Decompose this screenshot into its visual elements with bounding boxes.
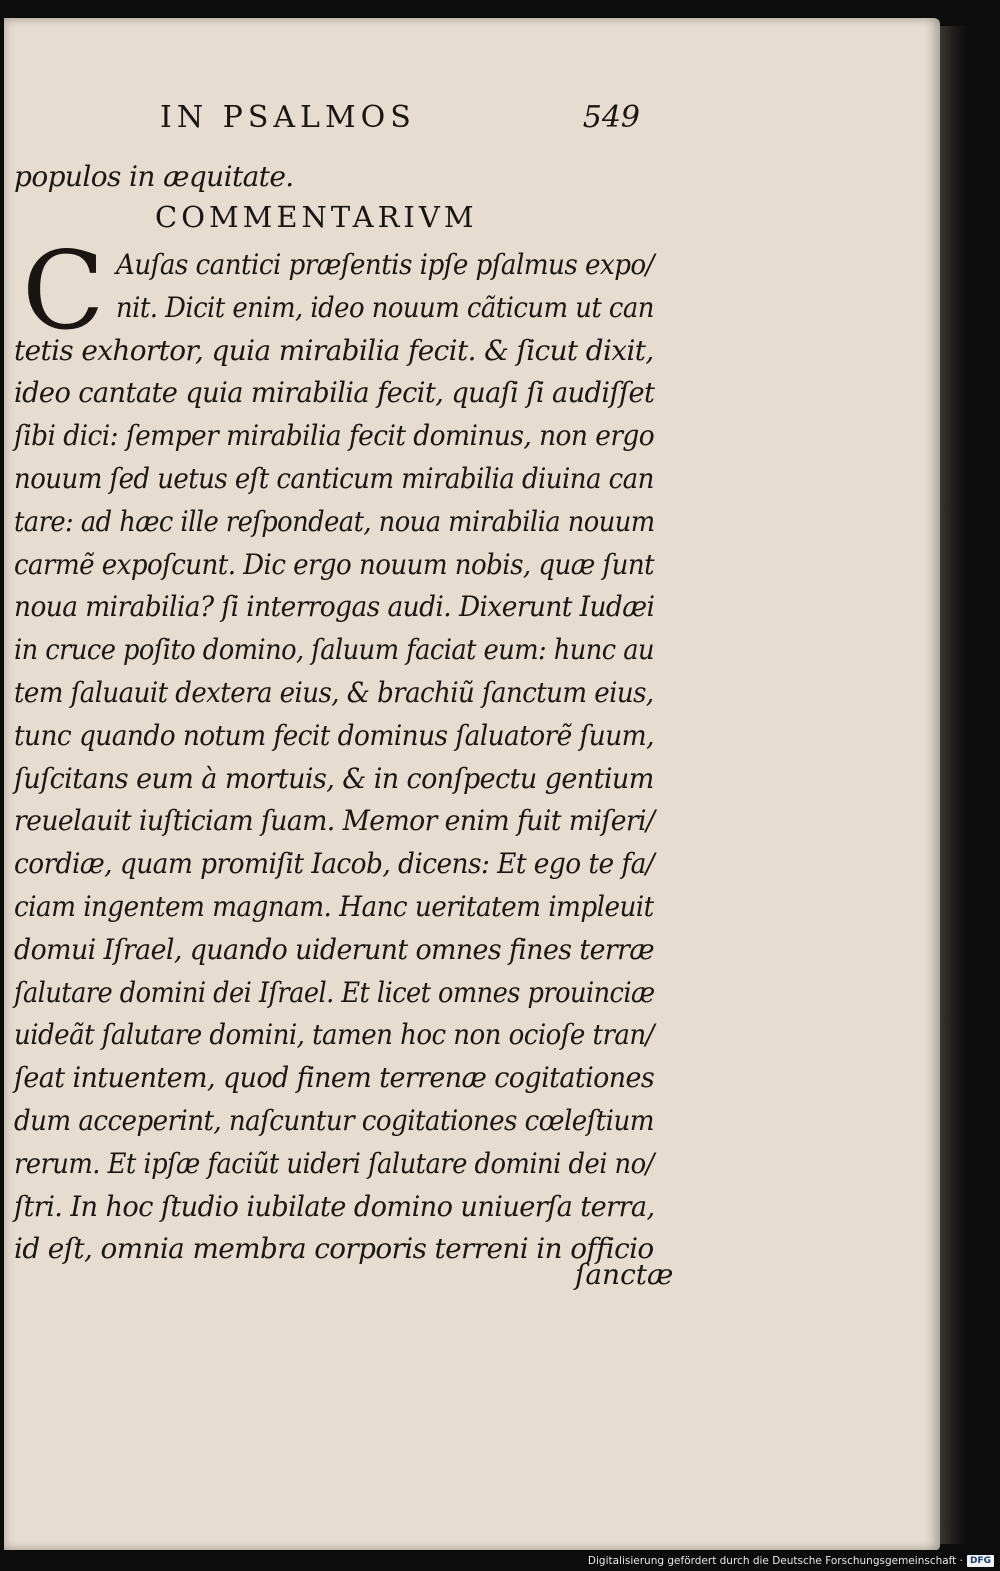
section-heading: COMMENTARIVM — [155, 200, 478, 234]
text-line: tem ſaluauit dextera eius, & brachiũ ſanctum eius, — [14, 676, 654, 709]
text-line: cordiæ, quam promiſit Iacob, dicens: Et ego te fa/ — [14, 847, 655, 881]
text-line: Auſas cantici præſentis ipſe pſalmus expo/ — [116, 248, 654, 281]
page-header — [160, 100, 640, 140]
digitization-credit — [588, 1555, 994, 1567]
text-line: ciam ingentem magnam. Hanc ueritatem impleuit — [14, 890, 654, 923]
text-line: nouum ſed uetus eſt canticum mirabilia diuina can — [14, 462, 654, 495]
text-line: nit. Dicit enim, ideo nouum cãticum ut can — [116, 290, 654, 324]
text-line: tunc quando notum fecit dominus ſaluatorẽ ſuum, — [14, 718, 654, 752]
text-line: ſibi dici: ſemper mirabilia fecit dominus, non ergo — [14, 419, 655, 453]
text-line: ſeat intuentem, quod finem terrenæ cogitationes — [14, 1061, 655, 1095]
page-edge-shadow — [940, 26, 968, 1544]
text-line: in cruce poſito domino, ſaluum faciat eum: hunc au — [14, 633, 655, 667]
text-line: ſalutare domini dei Iſrael. Et licet omnes prouinciæ — [14, 975, 655, 1009]
text-line: rerum. Et ipſæ faciũt uideri ſalutare domini dei no/ — [14, 1146, 654, 1180]
opening-line: populos in æquitate. — [14, 160, 294, 193]
running-title: IN PSALMOS — [160, 100, 416, 135]
text-line: ſtri. In hoc ſtudio iubilate domino uniuerſa terra, — [14, 1189, 655, 1223]
text-line: ideo cantate quia mirabilia fecit, quaſi ſi audiſſet — [14, 376, 655, 410]
text-line: domui Iſrael, quando uiderunt omnes fines terræ — [14, 932, 654, 966]
text-line: id eſt, omnia membra corporis terreni in officio — [14, 1232, 654, 1266]
page-number: 549 — [582, 100, 640, 135]
drop-initial: C — [22, 229, 105, 354]
catchword: ſanctæ — [575, 1258, 674, 1291]
text-line: ſuſcitans eum à mortuis, & in conſpectu gentium — [14, 761, 654, 795]
text-line: tetis exhortor, quia mirabilia fecit. & ſicut dixit, — [14, 333, 654, 367]
credit-text: Digitalisierung gefördert durch die Deutsche Forschungsgemeinschaft · — [587, 1555, 963, 1567]
text-line: carmẽ expoſcunt. Dic ergo nouum nobis, quæ ſunt — [14, 547, 655, 581]
text-line: dum acceperint, naſcuntur cogitationes cœleſtium — [14, 1104, 654, 1137]
text-line: uideãt ſalutare domini, tamen hoc non ocioſe tran/ — [14, 1018, 654, 1052]
text-line: noua mirabilia? ſi interrogas audi. Dixerunt Iudæi — [14, 590, 655, 624]
dfg-logo: DFG — [967, 1555, 994, 1567]
text-line: reuelauit iuſticiam ſuam. Memor enim fuit miſeri/ — [14, 804, 655, 838]
text-line: tare: ad hæc ille reſpondeat, noua mirabilia nouum — [14, 504, 655, 538]
